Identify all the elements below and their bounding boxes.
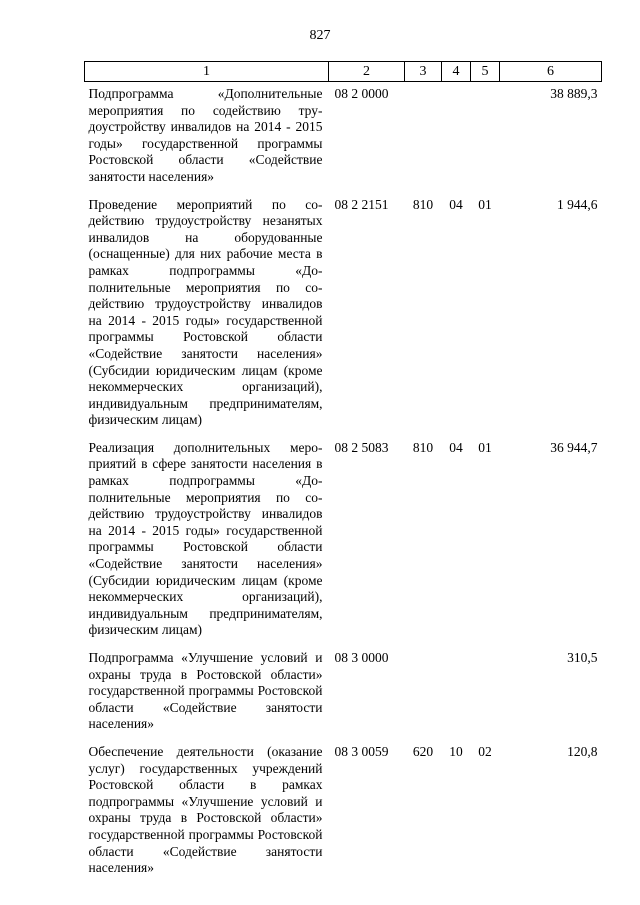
row-name: Реализация дополнительных мероприятий в сфере занятости населения в рамках подпрограммы «Дополнительные мероприятия по содействию трудоустройству инвалидов на 2014 - 2015 годы» государственной программы Ростовской области «Содействие занятости населения» (Субсидии юридическим лицам (кроме некоммерческих организаций), индивидуальным предпринимателям, физическим лицам) <box>88 439 323 638</box>
column-header-pr: 5 <box>471 62 500 82</box>
table-header <box>85 62 602 82</box>
row-vr-code: 810 <box>412 196 434 212</box>
row-sum: 38 889,3 <box>550 86 598 101</box>
row-rz-code: 10 <box>449 743 463 759</box>
row-sum: 120,8 <box>567 743 598 759</box>
column-header-sum: 6 <box>500 62 602 82</box>
row-rz-code <box>442 650 471 744</box>
table-row <box>85 744 602 888</box>
row-csr-code: 08 2 2151 <box>334 196 389 212</box>
row-pr-code: 01 <box>478 439 492 455</box>
table-row <box>85 82 602 197</box>
row-rz-code: 04 <box>449 439 463 455</box>
row-pr-code <box>471 650 500 744</box>
page-number: 827 <box>309 28 331 43</box>
row-name: Подпрограмма «Улучшение условий и охраны труда в Ростовской области» государственной программы Ростовской области «Содействие занятости населения» <box>88 650 323 732</box>
row-vr-code: 810 <box>412 439 434 455</box>
row-rz-code: 04 <box>449 196 463 212</box>
row-sum: 310,5 <box>567 650 598 665</box>
column-header-name: 1 <box>85 62 329 82</box>
column-header-vr: 3 <box>405 62 442 82</box>
row-vr-code <box>405 650 442 744</box>
row-sum: 36 944,7 <box>550 439 598 455</box>
row-csr-code: 08 2 5083 <box>334 439 389 455</box>
row-pr-code: 01 <box>478 196 492 212</box>
row-sum: 1 944,6 <box>557 196 598 212</box>
table-body <box>85 82 602 888</box>
row-csr-code: 08 3 0000 <box>334 650 389 665</box>
table-row <box>85 440 602 650</box>
column-header-rz: 4 <box>442 62 471 82</box>
row-vr-code <box>405 82 442 197</box>
row-name: Проведение мероприятий по содействию трудоустройству незанятых инвалидов на оборудованные (оснащенные) для них рабочие места в рамках подпрограммы «Дополнительные мероприятия по содействию трудоустройству инвалидов на 2014 - 2015 годы» государственной программы Ростовской области «Содействие занятости населения» (Субсидии юридическим лицам (кроме некоммерческих организаций), индивидуальным предпринимателям, физическим лицам) <box>88 196 323 428</box>
row-name: Подпрограмма «Дополнительные мероприятия по содействию трудоустройству инвалидов на 2014 - 2015 годы» государственной программы Ростовской области «Содействие занятости населения» <box>88 86 323 184</box>
header-row <box>85 62 602 82</box>
row-pr-code: 02 <box>478 743 492 759</box>
budget-table <box>84 61 602 888</box>
row-csr-code: 08 2 0000 <box>334 86 389 101</box>
row-vr-code: 620 <box>412 743 434 759</box>
row-name: Обеспечение деятельности (оказание услуг) государственных учреждений Ростовской области в рамках подпрограммы «Улучшение условий и охраны труда в Ростовской области» государственной программы Ростовской области «Содействие занятости населения» <box>88 743 323 876</box>
row-pr-code <box>471 82 500 197</box>
column-header-csr: 2 <box>329 62 405 82</box>
table-row <box>85 650 602 744</box>
table-row <box>85 197 602 440</box>
row-csr-code: 08 3 0059 <box>334 743 389 759</box>
row-rz-code <box>442 82 471 197</box>
